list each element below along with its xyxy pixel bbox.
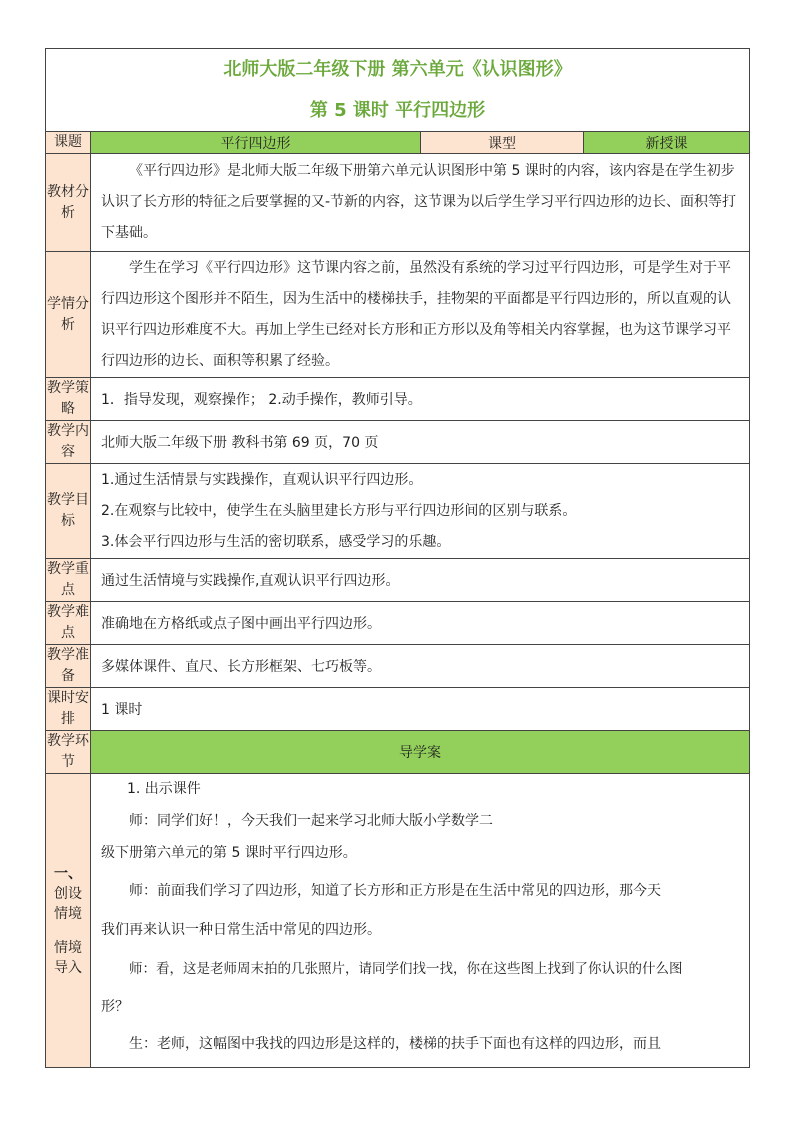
intro-label-part: 情境 (54, 905, 82, 922)
content-row (46, 421, 750, 464)
intro-label (46, 774, 91, 1068)
intro-label-part: 导入 (54, 959, 82, 976)
stage-label: 教学环节 (46, 731, 91, 774)
goal-item: 3.体会平行四边形与生活的密切联系，感受学习的乐趣。 (101, 533, 451, 550)
intro-line: 级下册第六单元的第 5 课时平行四边形。 (101, 845, 357, 861)
intro-cell (91, 774, 750, 1068)
title-row-2 (46, 91, 750, 132)
intro-line: 师：同学们好！，今天我们一起来学习北师大版小学数学二 (129, 813, 493, 829)
student-analysis-cell (91, 252, 750, 378)
preparation-text: 多媒体课件、直尺、长方形框架、七巧板等。 (91, 645, 750, 688)
material-analysis-row (46, 154, 750, 252)
topic-value: 平行四边形 (91, 132, 421, 154)
key-point-row (46, 559, 750, 602)
student-analysis-label: 学情分析 (46, 252, 91, 378)
lesson-plan-sheet (45, 48, 749, 1068)
key-point-text: 通过生活情境与实践操作,直观认识平行四边形。 (91, 559, 750, 602)
meta-row (46, 132, 750, 154)
intro-line: 我们再来认识一种日常生活中常见的四边形。 (101, 922, 381, 938)
content-text: 北师大版二年级下册 教科书第 69 页，70 页 (91, 421, 750, 464)
material-analysis-label: 教材分析 (46, 154, 91, 252)
intro-label-part: 情境 (54, 939, 82, 956)
goal-item: 1.通过生活情景与实践操作，直观认识平行四边形。 (101, 471, 423, 488)
goals-cell (91, 464, 750, 559)
intro-label-part: 创设 (54, 885, 82, 902)
stage-row (46, 731, 750, 774)
strategy-row (46, 378, 750, 421)
title-row-1 (46, 49, 750, 92)
hours-label: 课时安排 (46, 688, 91, 731)
intro-line: 生：老师，这幅图中我找的四边形是这样的，楼梯的扶手下面也有这样的四边形，而且 (129, 1036, 661, 1052)
key-point-label: 教学重点 (46, 559, 91, 602)
intro-line: 师：看，这是老师周末拍的几张照片，请同学们找一找，你在这些图上找到了你认识的什么图 (129, 961, 683, 977)
intro-line: 1. 出示课件 (127, 781, 201, 797)
document-title: 北师大版二年级下册 第六单元《认识图形》 (46, 49, 750, 92)
topic-label: 课题 (46, 132, 91, 154)
intro-label-num: 一、 (54, 865, 82, 882)
difficulty-label: 教学难点 (46, 602, 91, 645)
intro-line: 形？ (101, 999, 129, 1015)
material-analysis-text: 《平行四边形》是北师大版二年级下册第六单元认识图形中第 5 课时的内容，该内容是在学生初步认识了长方形的特征之后要掌握的又-节新的内容，这节课为以后学生学习平行四边形的边长、面积等打下基础。 (101, 163, 737, 241)
type-value: 新授课 (584, 132, 750, 154)
type-label: 课型 (421, 132, 584, 154)
preparation-row (46, 645, 750, 688)
goals-row (46, 464, 750, 559)
hours-row (46, 688, 750, 731)
stage-header: 导学案 (91, 731, 750, 774)
strategy-label: 教学策略 (46, 378, 91, 421)
material-analysis-cell (91, 154, 750, 252)
lesson-plan-table (45, 48, 750, 1068)
difficulty-row (46, 602, 750, 645)
lesson-title: 第 5 课时 平行四边形 (46, 91, 750, 132)
strategy-text: 1．指导发现，观察操作； 2.动手操作，教师引导。 (91, 378, 750, 421)
intro-row (46, 774, 750, 1068)
student-analysis-row (46, 252, 750, 378)
content-label: 教学内容 (46, 421, 91, 464)
goals-label: 教学目标 (46, 464, 91, 559)
difficulty-text: 准确地在方格纸或点子图中画出平行四边形。 (91, 602, 750, 645)
intro-line: 师：前面我们学习了四边形，知道了长方形和正方形是在生活中常见的四边形，那今天 (129, 883, 661, 899)
preparation-label: 教学准备 (46, 645, 91, 688)
hours-text: 1 课时 (91, 688, 750, 731)
goal-item: 2.在观察与比较中，使学生在头脑里建长方形与平行四边形间的区别与联系。 (101, 502, 577, 519)
student-analysis-text: 学生在学习《平行四边形》这节课内容之前，虽然没有系统的学习过平行四边形，可是学生对于平行四边形这个图形并不陌生，因为生活中的楼梯扶手，挂物架的平面都是平行四边形的，所以直观的认识平行四边形难度不大。再加上学生已经对长方形和正方形以及角等相关内容掌握，也为这节课学习平行四边形的边长、面积等积累了经验。 (101, 259, 731, 369)
